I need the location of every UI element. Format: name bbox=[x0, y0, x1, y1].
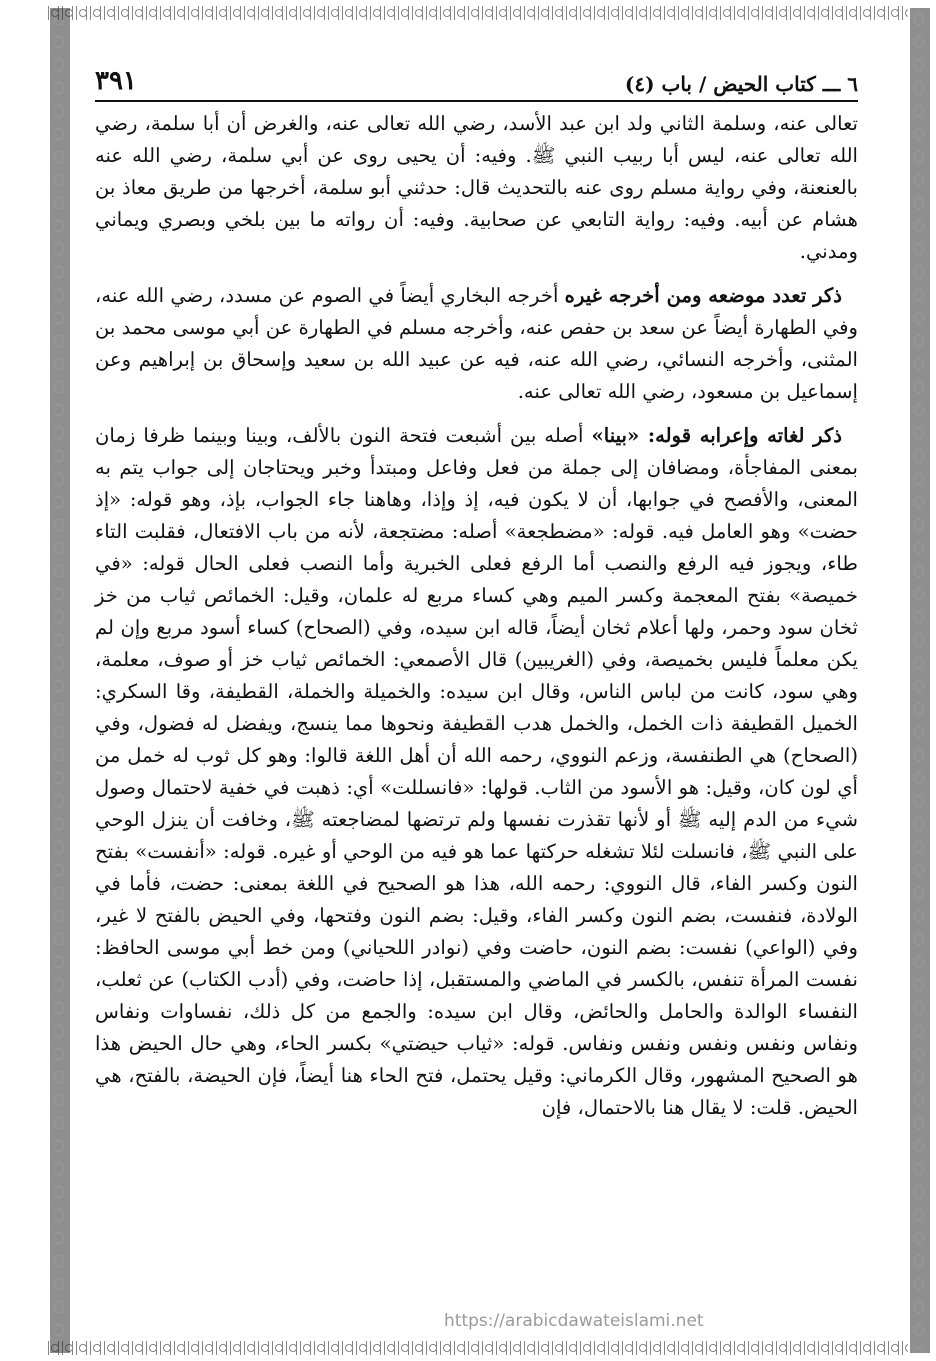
page-border-top bbox=[48, 6, 908, 20]
paragraph-text: تعالى عنه، وسلمة الثاني ولد ابن عبد الأسد، رضي الله تعالى عنه، والغرض أن أبا سلمة، رضي الله تعالى عنه، ليس أبا ربيب النبي ﷺ. وفيه: أن يحيى روى عن أبي سلمة، رضي الله عنه بالعنعنة، وفي رواية مسلم روى عنه بالتحديث قال: حدثني أبو سلمة، أخرجها من طريق معاذ بن هشام عن أبيه. وفيه: رواية التابعي عن صحابية. وفيه: أن رواته ما بين بلخي وبصري ويماني ومدني. bbox=[95, 112, 858, 263]
running-head: ٦ ـــ كتاب الحيض / باب (٤) bbox=[624, 72, 858, 96]
paragraph bbox=[95, 420, 858, 1124]
page-number: ٣٩١ bbox=[95, 66, 137, 96]
page-border-left bbox=[48, 8, 70, 1353]
paragraph-text: أصله بين أشبعت فتحة النون بالألف، وبينا وبينما ظرفا زمان بمعنى المفاجأة، ومضافان إلى جملة من فعل وفاعل ومبتدأ وخبر ويحتاجان إلى جواب يتم به المعنى، والأفصح في جوابها، أن لا يكون فيه، إذ وإذا، وهاهنا جاء الجواب، بإذ، وهو قوله: «إذ حضت» وهو العامل فيه. قوله: «مضطجعة» أصله: مضتجعة، لأنه من باب الافتعال، فقلبت التاء طاء، ويجوز فيه الرفع والنصب أما الرفع فعلى الخبرية وأما النصب فعلى الحال قوله: «في خميصة» بفتح المعجمة وكسر الميم وهي كساء مربع له علمان، وقيل: الخمائص ثياب من خز ثخان سود وحمر، ولها أعلام ثخان أيضاً، قاله ابن سيده، وفي (الصحاح) كساء أسود مربع وإن لم يكن معلماً فليس بخميصة، وفي (الغريبين) قال الأصمعي: الخمائص ثياب خز أو صوف، معلمة، وهي سود، كانت من لباس الناس، وقال ابن سيده: والخميلة والخملة، القطيفة، وقا السكري: الخميل القطيفة ذات الخمل، والخمل هدب القطيفة ونحوها مما ينسج، ويفضل له فضول، وفي (الصحاح) هي الطنفسة، وزعم النووي، رحمه الله أن أهل اللغة قالوا: وهو كل ثوب له خمل من أي لون كان، وقيل: هو الأسود من الثاب. قولها: «فانسللت» أي: ذهبت في خفية لاحتمال وصول شيء من الدم إليه ﷺ أو لأنها تقذرت نفسها ولم ترتضها لمضاجعته ﷺ، وخافت أن ينزل الوحي على النبي ﷺ، فانسلت لئلا تشغله حركتها عما هو فيه من الوحي أو غيره. قوله: «أنفست» بفتح النون وكسر الفاء، قال النووي: رحمه الله، هذا هو الصحيح في اللغة بمعنى: حضت، فأما في الولادة، فنفست، بضم النون وكسر الفاء، وقيل: بضم النون وفتحها، وفي الحيض بالفتح لا غير، وفي (الواعي) نفست: بضم النون، حاضت وفي (نوادر اللحياني) ومن خط أبي موسى الحافظ: نفست المرأة تنفس، بالكسر في الماضي والمستقبل، إذا حاضت، وفي (أدب الكتاب) عن ثعلب، النفساء الوالدة والحامل والحائض، وقال ابن سيده: والجمع من كل ذلك، نفساوات ونفاس ونفاس ونفس ونفس ونفس ونفاس. قوله: «ثياب حيضتي» بكسر الحاء، وهي حال الحيض هذا هو الصحيح المشهور، وقال الكرماني: وقيل يحتمل، فتح الحاء هنا أيضاً، فإن الحيضة، بالفتح، هي الحيض. قلت: لا يقال هنا بالاحتمال، فإن bbox=[95, 424, 858, 1119]
paragraph bbox=[95, 280, 858, 408]
page-body bbox=[95, 108, 858, 1327]
watermark-link[interactable]: https://arabicdawateislami.net bbox=[440, 1311, 708, 1331]
paragraph-text: أخرجه البخاري أيضاً في الصوم عن مسدد، رضي الله عنه، وفي الطهارة أيضاً عن سعد بن حفص عنه، وأخرجه مسلم في الطهارة عن أبي موسى محمد بن المثنى، وأخرجه النسائي، رضي الله عنه، فيه عن عبيد الله بن سعيد وإسحاق بن إبراهيم وعن إسماعيل بن مسعود، رضي الله تعالى عنه. bbox=[95, 284, 858, 403]
section-heading: ذكر لغاته وإعرابه قوله: «بينا» bbox=[591, 424, 843, 447]
page-border-bottom bbox=[48, 1341, 908, 1355]
page-header bbox=[95, 60, 858, 102]
page-border-right bbox=[908, 8, 930, 1353]
section-heading: ذكر تعدد موضعه ومن أخرجه غيره bbox=[564, 284, 842, 307]
paragraph bbox=[95, 108, 858, 268]
